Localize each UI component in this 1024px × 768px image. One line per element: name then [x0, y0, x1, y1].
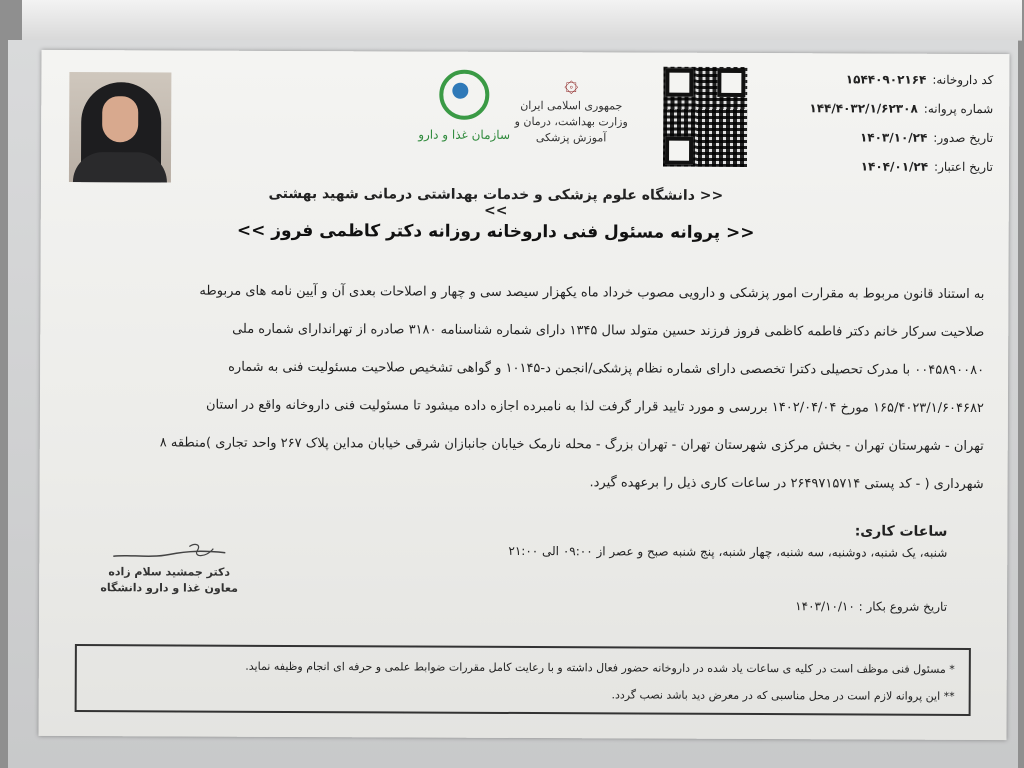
note-1: * مسئول فنی موظف است در کلیه ی ساعات یاد شده در داروخانه حضور فعال داشته و با رعایت کامل مقررات ضوابط علمی و حرفه ای انجام وظیفه نماید. — [245, 659, 955, 676]
signature-block — [99, 540, 239, 597]
background-paper-strip — [22, 0, 1022, 41]
ministry-line-2: وزارت بهداشت، درمان و آموزش پزشکی — [514, 114, 628, 145]
body-line-6: شهرداری ( - کد پستی ۲۶۴۹۷۱۵۷۱۴ در ساعات کاری ذیل را برعهده گیرد. — [589, 475, 984, 493]
ministry-logo — [511, 68, 631, 161]
holder-photo — [69, 72, 171, 182]
license-meta — [783, 65, 994, 182]
meta-row-expiry-date: تاریخ اعتبار:۱۴۰۴/۰۱/۲۴ — [860, 159, 994, 175]
signature-mark — [109, 540, 229, 565]
working-hours-text: شنبه، یک شنبه، دوشنبه، سه شنبه، چهار شنبه، پنج شنبه صبح و عصر از ۰۹:۰۰ الی ۲۱:۰۰ — [508, 543, 948, 560]
meta-row-pharmacy-code: کد داروخانه:۱۵۴۴۰۹۰۲۱۶۴ — [845, 72, 994, 88]
ministry-line-1: جمهوری اسلامی ایران — [520, 98, 623, 113]
body-line-5: تهران - شهرستان تهران - بخش مرکزی شهرستان تهران - تهران بزرگ - محله نارمک خیابان جانبازان شرقی خیابان مداین پلاک ۲۶۷ واحد تجاری )منطقه ۸ — [159, 435, 984, 455]
fda-logo-icon — [439, 70, 489, 120]
body-line-2: صلاحیت سرکار خانم دکتر فاطمه کاظمی فروز فرزند حسین متولد سال ۱۳۴۵ دارای شماره شناسنامه ۳۱۸۰ صادره از تهراندارای شماره ملی — [232, 321, 985, 341]
body-line-4: ۱۶۵/۴۰۲۳/۱/۶۰۴۶۸۲ مورخ ۱۴۰۲/۰۴/۰۴ بررسی و مورد تایید قرار گرفت لذا به نامبرده اجازه داده میشود تا مسئولیت فنی داروخانه واقع در استان — [205, 397, 984, 417]
working-hours-title: ساعات کاری: — [854, 523, 948, 540]
start-date: تاریخ شروع بکار : ۱۴۰۳/۱۰/۱۰ — [795, 599, 948, 614]
iran-emblem-icon: ۞ — [564, 69, 579, 98]
body-line-3: ۰۰۴۵۸۹۰۰۸۰ با مدرک تحصیلی دکترا تخصصی دارای شماره نظام پزشکی/انجمن د-۱۰۱۴۵ و گواهی تشخیص صلاحیت مسئولیت فنی به شماره — [228, 359, 985, 379]
meta-row-license-number: شماره پروانه:۱۴۴/۴۰۳۲/۱/۶۲۳۰۸ — [809, 101, 994, 117]
notes-box — [75, 644, 971, 716]
signer-name: دکتر جمشید سلام زاده — [108, 565, 231, 579]
note-2: ** این پروانه لازم است در محل مناسبی که در معرض دید باشد نصب گردد. — [611, 688, 955, 703]
license-body — [64, 272, 985, 504]
fda-name: سازمان غذا و دارو — [418, 127, 511, 142]
fda-logo — [409, 69, 519, 159]
license-sheet — [39, 50, 1010, 740]
signer-role: معاون غذا و دارو دانشگاه — [100, 581, 238, 595]
qr-code — [661, 65, 749, 169]
university-heading: << دانشگاه علوم پزشکی و خدمات بهداشتی درمانی شهید بهشتی >> — [268, 185, 724, 219]
body-line-1: به استناد قانون مربوط به مقرارت امور پزشکی و دارویی مصوب خرداد ماه یکهزار سیصد سی و چهار و اصلاحات بعدی آن و آیین نامه های مربوطه — [199, 283, 985, 303]
meta-row-issue-date: تاریخ صدور:۱۴۰۳/۱۰/۲۴ — [859, 130, 994, 146]
license-title: << پروانه مسئول فنی داروخانه روزانه دکتر کاظمی فروز >> — [236, 220, 755, 244]
